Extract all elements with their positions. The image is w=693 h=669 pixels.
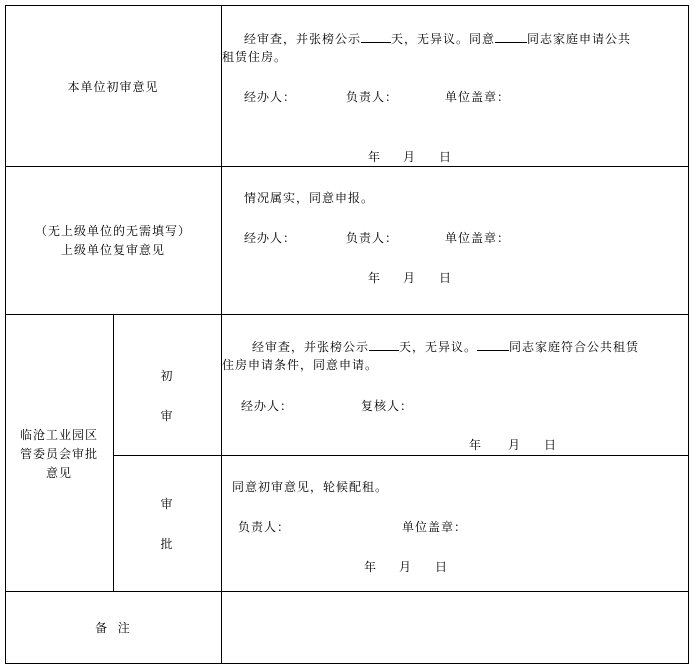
publicity-days-blank <box>361 30 391 43</box>
section2-month-label: 月 <box>403 271 417 285</box>
table-border-left <box>5 5 6 664</box>
approval-year-label: 年 <box>364 560 378 574</box>
initial-days-blank <box>369 338 399 351</box>
section2-handler-label: 经办人： <box>244 231 297 245</box>
section1-text-part2: 天，无异议。同意 <box>391 32 496 46</box>
initial-review-label-bottom: 审 <box>160 409 174 423</box>
section2-responsible-label: 负责人： <box>346 231 399 245</box>
table-border-bottom <box>5 663 688 664</box>
section1-statement-line2: 租赁住房。 <box>222 50 288 64</box>
column-divider-main <box>221 5 222 664</box>
row-divider-1 <box>5 166 688 167</box>
approval-month-label: 月 <box>399 560 413 574</box>
section1-text-part3: 同志家庭申请公共 <box>527 32 632 46</box>
section1-month-label: 月 <box>403 150 417 164</box>
section2-label: 上级单位复审意见 <box>60 243 165 257</box>
section2-seal-label: 单位盖章： <box>445 231 511 245</box>
initial-handler-label: 经办人： <box>241 399 294 413</box>
section1-responsible-label: 负责人： <box>346 90 399 104</box>
table-border-top <box>5 5 688 6</box>
section1-seal-label: 单位盖章： <box>445 90 511 104</box>
initial-review-statement-line2: 住房申请条件，同意申请。 <box>222 358 379 372</box>
remarks-label: 备 注 <box>95 621 131 635</box>
section1-label: 本单位初审意见 <box>67 80 159 94</box>
approval-label-top: 审 <box>160 497 174 511</box>
section2-day-label: 日 <box>439 271 453 285</box>
remarks-field[interactable] <box>222 592 688 663</box>
initial-review-label-top: 初 <box>160 369 174 383</box>
section1-text-part1: 经审查，并张榜公示 <box>244 32 362 46</box>
initial-review-statement <box>252 338 639 355</box>
row-divider-3 <box>113 455 688 456</box>
approval-seal-label: 单位盖章： <box>402 520 468 534</box>
initial-day-label: 日 <box>544 438 558 452</box>
section1-statement <box>244 30 631 47</box>
section2-statement: 情况属实，同意申报。 <box>244 191 375 205</box>
initial-reviewer-label: 复核人： <box>361 399 414 413</box>
initial-name-blank <box>477 338 509 351</box>
approval-responsible-label: 负责人： <box>238 520 291 534</box>
applicant-name-blank <box>495 30 527 43</box>
initial-text-part3: 同志家庭符合公共租赁 <box>509 340 640 354</box>
section3-label-line3: 意见 <box>45 466 72 480</box>
section2-label-note: （无上级单位的无需填写） <box>34 224 191 238</box>
row-divider-2 <box>5 314 688 315</box>
initial-text-part2: 天，无异议。 <box>399 340 478 354</box>
section1-handler-label: 经办人： <box>244 90 297 104</box>
section2-year-label: 年 <box>368 271 382 285</box>
section3-label-line1: 临沧工业园区 <box>19 428 98 442</box>
initial-year-label: 年 <box>469 438 483 452</box>
section1-day-label: 日 <box>439 150 453 164</box>
initial-text-part1: 经审查，并张榜公示 <box>252 340 370 354</box>
approval-label-bottom: 批 <box>160 537 174 551</box>
approval-statement: 同意初审意见，轮候配租。 <box>232 480 389 494</box>
section3-label-line2: 管委员会审批 <box>19 447 98 461</box>
table-border-right <box>688 5 689 664</box>
section1-year-label: 年 <box>368 150 382 164</box>
approval-day-label: 日 <box>435 560 449 574</box>
initial-month-label: 月 <box>508 438 522 452</box>
